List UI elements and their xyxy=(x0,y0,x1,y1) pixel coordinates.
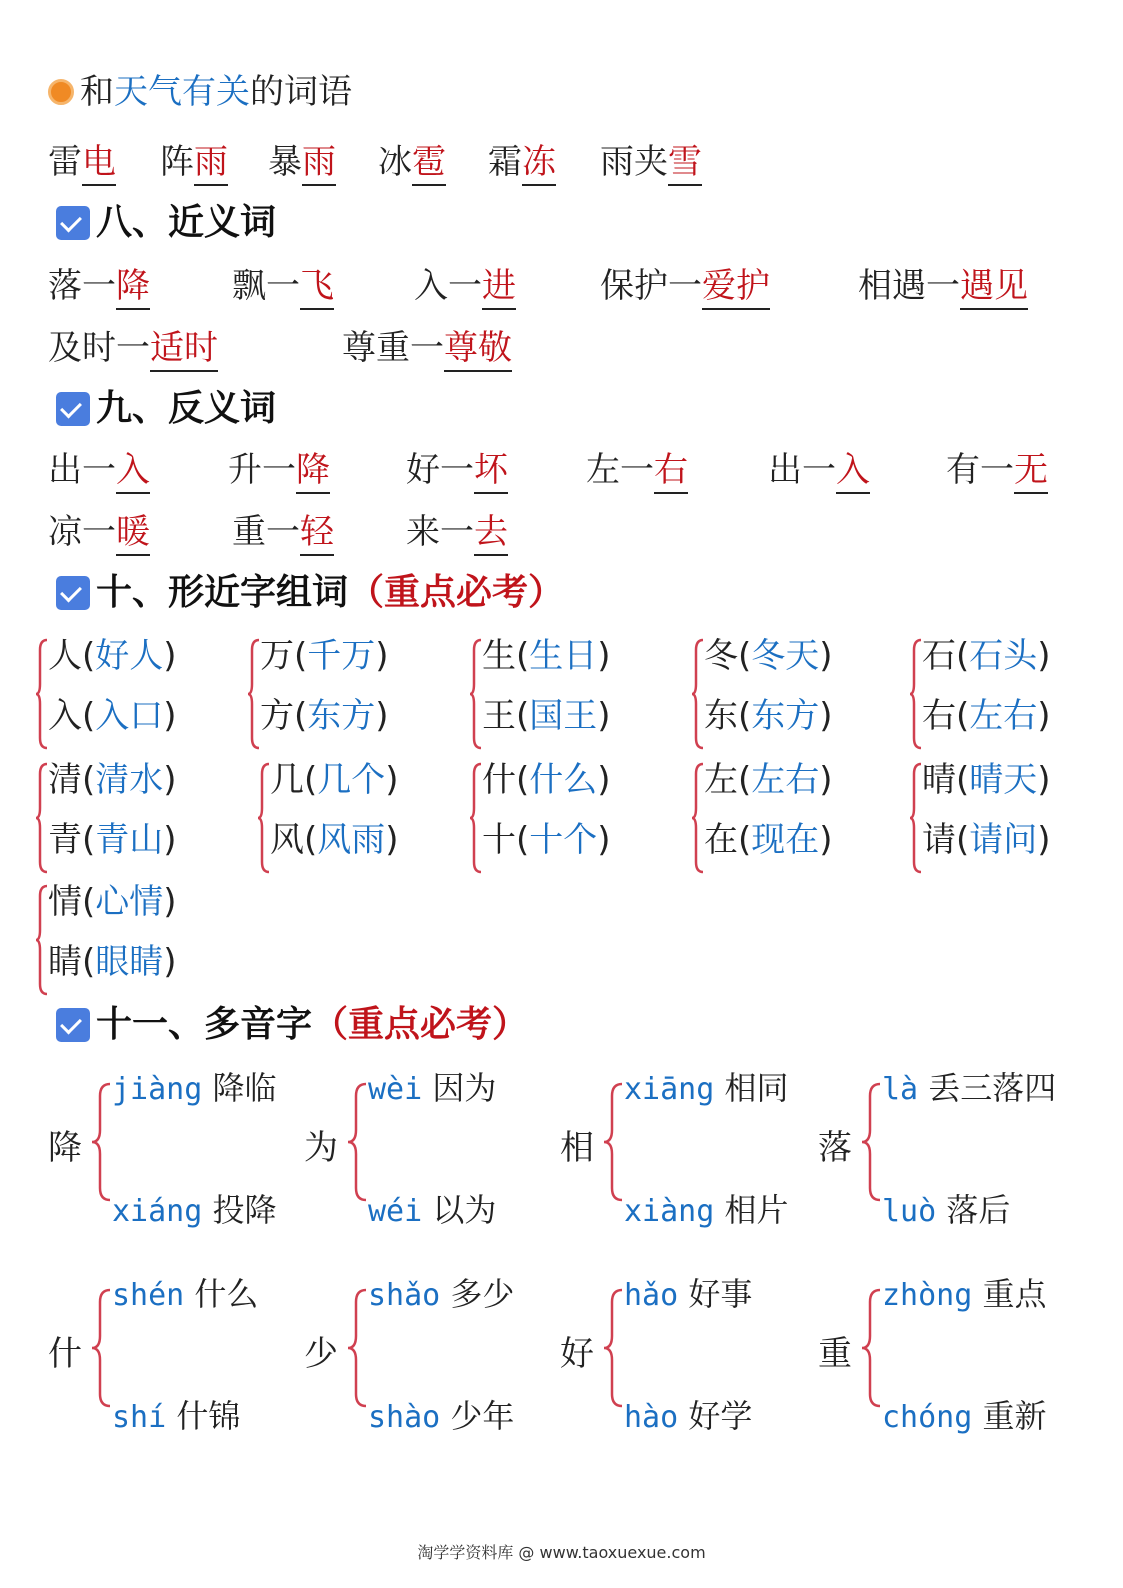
synonyms-title-text: 八、近义词 xyxy=(96,202,277,243)
similar-char: 王 xyxy=(482,696,516,736)
paren-open: ( xyxy=(516,760,530,800)
polyphone-char: 好 xyxy=(560,1334,594,1374)
pinyin: hǎo xyxy=(624,1278,679,1313)
brace-icon xyxy=(36,884,48,996)
paren-close: ) xyxy=(597,820,611,860)
pinyin: zhòng xyxy=(882,1278,973,1313)
paren-open: ( xyxy=(304,760,318,800)
pinyin: xiàng xyxy=(624,1194,715,1229)
brace-icon xyxy=(90,1272,114,1422)
pinyin: wéi xyxy=(368,1194,423,1229)
weather-word-prefix: 雷 xyxy=(48,142,82,182)
similar-line xyxy=(48,634,177,678)
similar-line xyxy=(922,818,1051,862)
polyphone-reading xyxy=(368,1394,514,1440)
pinyin: là xyxy=(882,1072,919,1107)
similar-word: 国王 xyxy=(529,696,598,736)
word-pair-answer: 右 xyxy=(654,450,688,494)
polyphone-char: 相 xyxy=(560,1128,594,1168)
similar-char: 清 xyxy=(48,760,82,800)
similar-line xyxy=(704,758,833,802)
word-pair-given: 左一 xyxy=(586,450,654,490)
word-pair xyxy=(946,448,1048,492)
example-word: 相同 xyxy=(724,1069,789,1107)
example-word: 好学 xyxy=(688,1397,753,1435)
similar-char: 东 xyxy=(704,696,738,736)
paren-open: ( xyxy=(82,760,96,800)
paren-close: ) xyxy=(163,882,177,922)
weather-word xyxy=(48,140,116,184)
pinyin: shén xyxy=(112,1278,185,1313)
similar-word: 千万 xyxy=(307,636,376,676)
brace-icon xyxy=(346,1272,370,1422)
word-pair xyxy=(586,448,688,492)
polyphone-reading xyxy=(624,1272,752,1318)
similar-char: 情 xyxy=(48,882,82,922)
paren-close: ) xyxy=(375,636,389,676)
similar-word: 青山 xyxy=(95,820,164,860)
paren-open: ( xyxy=(956,636,970,676)
word-pair xyxy=(232,510,334,554)
word-pair-answer: 飞 xyxy=(300,266,334,310)
similar-line xyxy=(260,634,389,678)
word-pair-given: 升一 xyxy=(228,450,296,490)
brace-icon xyxy=(910,638,922,750)
word-pair-answer: 尊敬 xyxy=(444,328,512,372)
paren-open: ( xyxy=(82,636,96,676)
similar-title-text: 十、形近字组词 xyxy=(96,572,349,613)
similar-line xyxy=(270,758,399,802)
polyphone-reading xyxy=(624,1394,752,1440)
pinyin: luò xyxy=(882,1194,937,1229)
similar-word: 现在 xyxy=(751,820,820,860)
weather-word-prefix: 霜 xyxy=(488,142,522,182)
word-pair-given: 尊重一 xyxy=(342,328,444,368)
polyphone-group xyxy=(818,1066,1078,1236)
weather-title-pre: 和 xyxy=(80,72,114,112)
weather-word-prefix: 阵 xyxy=(160,142,194,182)
antonyms-section-title xyxy=(56,386,276,432)
similar-word: 几个 xyxy=(317,760,386,800)
weather-word-answer: 雹 xyxy=(412,142,446,186)
brace-icon xyxy=(346,1066,370,1216)
similar-word: 石头 xyxy=(969,636,1038,676)
pinyin: chóng xyxy=(882,1400,973,1435)
word-pair-answer: 入 xyxy=(836,450,870,494)
example-word: 好事 xyxy=(688,1275,753,1313)
similar-char: 在 xyxy=(704,820,738,860)
weather-word xyxy=(488,140,556,184)
polyphone-title-tag: （重点必考） xyxy=(312,1004,529,1045)
paren-open: ( xyxy=(738,696,752,736)
weather-word-answer: 雪 xyxy=(668,142,702,186)
similar-char: 几 xyxy=(270,760,304,800)
word-pair-answer: 进 xyxy=(482,266,516,310)
paren-close: ) xyxy=(1037,820,1051,860)
brace-icon xyxy=(36,638,48,750)
polyphone-reading xyxy=(882,1272,1047,1318)
similar-word: 东方 xyxy=(307,696,376,736)
similar-char: 入 xyxy=(48,696,82,736)
example-word: 相片 xyxy=(724,1191,789,1229)
paren-close: ) xyxy=(1037,760,1051,800)
paren-open: ( xyxy=(738,636,752,676)
paren-open: ( xyxy=(82,820,96,860)
example-word: 丢三落四 xyxy=(928,1069,1057,1107)
brace-icon xyxy=(910,762,922,874)
brace-icon xyxy=(860,1272,884,1422)
word-pair xyxy=(48,510,150,554)
polyphone-char: 什 xyxy=(48,1334,82,1374)
pinyin: shǎo xyxy=(368,1278,441,1313)
similar-line xyxy=(482,818,611,862)
pinyin: shào xyxy=(368,1400,441,1435)
similar-char: 万 xyxy=(260,636,294,676)
weather-word xyxy=(600,140,702,184)
similar-word: 生日 xyxy=(529,636,598,676)
polyphone-title-text: 十一、多音字 xyxy=(96,1004,313,1045)
pinyin: xiáng xyxy=(112,1194,203,1229)
similar-char: 睛 xyxy=(48,942,82,982)
paren-close: ) xyxy=(385,760,399,800)
similar-line xyxy=(482,758,611,802)
example-word: 重新 xyxy=(982,1397,1047,1435)
word-pair xyxy=(48,448,150,492)
similar-char: 生 xyxy=(482,636,516,676)
word-pair-given: 及时一 xyxy=(48,328,150,368)
example-word: 以为 xyxy=(432,1191,497,1229)
similar-line xyxy=(922,694,1051,738)
similar-line xyxy=(270,818,399,862)
similar-word: 冬天 xyxy=(751,636,820,676)
paren-close: ) xyxy=(819,636,833,676)
paren-open: ( xyxy=(738,760,752,800)
word-pair-given: 飘一 xyxy=(232,266,300,306)
brace-icon xyxy=(248,638,260,750)
similar-word: 眼睛 xyxy=(95,942,164,982)
similar-word: 十个 xyxy=(529,820,598,860)
paren-close: ) xyxy=(375,696,389,736)
similar-line xyxy=(704,818,833,862)
similar-word: 入口 xyxy=(95,696,164,736)
example-word: 落后 xyxy=(946,1191,1011,1229)
example-word: 少年 xyxy=(450,1397,515,1435)
orange-dot-icon xyxy=(48,79,74,105)
word-pair xyxy=(768,448,870,492)
polyphone-char: 落 xyxy=(818,1128,852,1168)
paren-open: ( xyxy=(956,696,970,736)
word-pair-given: 入一 xyxy=(414,266,482,306)
example-word: 投降 xyxy=(212,1191,277,1229)
similar-line xyxy=(922,758,1051,802)
polyphone-group xyxy=(304,1272,564,1442)
example-word: 降临 xyxy=(212,1069,277,1107)
weather-word-answer: 雨 xyxy=(302,142,336,186)
word-pair-given: 相遇一 xyxy=(858,266,960,306)
polyphone-reading xyxy=(368,1188,496,1234)
brace-icon xyxy=(470,638,482,750)
paren-close: ) xyxy=(1037,696,1051,736)
pinyin: shí xyxy=(112,1400,167,1435)
similar-char: 左 xyxy=(704,760,738,800)
word-pair-given: 出一 xyxy=(768,450,836,490)
polyphone-group xyxy=(560,1066,820,1236)
similar-char: 人 xyxy=(48,636,82,676)
similar-word: 请问 xyxy=(969,820,1038,860)
paren-open: ( xyxy=(738,820,752,860)
polyphone-reading xyxy=(112,1394,240,1440)
polyphone-group xyxy=(48,1066,308,1236)
similar-word: 风雨 xyxy=(317,820,386,860)
similar-line xyxy=(48,940,177,984)
word-pair-given: 出一 xyxy=(48,450,116,490)
checkbox-icon xyxy=(56,392,90,426)
paren-close: ) xyxy=(819,820,833,860)
similar-section-title xyxy=(56,570,564,616)
paren-close: ) xyxy=(1037,636,1051,676)
pinyin: jiàng xyxy=(112,1072,203,1107)
similar-char: 右 xyxy=(922,696,956,736)
checkbox-icon xyxy=(56,206,90,240)
brace-icon xyxy=(602,1272,626,1422)
weather-word-prefix: 雨夹 xyxy=(600,142,668,182)
similar-char: 石 xyxy=(922,636,956,676)
polyphone-char: 为 xyxy=(304,1128,338,1168)
word-pair-answer: 降 xyxy=(296,450,330,494)
word-pair xyxy=(406,448,508,492)
paren-open: ( xyxy=(516,636,530,676)
similar-char: 请 xyxy=(922,820,956,860)
polyphone-reading xyxy=(368,1272,514,1318)
example-word: 重点 xyxy=(982,1275,1047,1313)
paren-open: ( xyxy=(82,696,96,736)
weather-word xyxy=(378,140,446,184)
paren-open: ( xyxy=(304,820,318,860)
similar-line xyxy=(482,694,611,738)
example-word: 因为 xyxy=(432,1069,497,1107)
weather-word-answer: 电 xyxy=(82,142,116,186)
polyphone-section-title xyxy=(56,1002,528,1048)
paren-open: ( xyxy=(956,820,970,860)
similar-line xyxy=(704,694,833,738)
weather-word xyxy=(268,140,336,184)
word-pair xyxy=(858,264,1028,308)
similar-char: 方 xyxy=(260,696,294,736)
brace-icon xyxy=(692,638,704,750)
polyphone-char: 降 xyxy=(48,1128,82,1168)
polyphone-reading xyxy=(882,1188,1010,1234)
antonyms-title-text: 九、反义词 xyxy=(96,388,277,429)
word-pair-answer: 爱护 xyxy=(702,266,770,310)
word-pair-given: 落一 xyxy=(48,266,116,306)
similar-char: 什 xyxy=(482,760,516,800)
paren-close: ) xyxy=(163,696,177,736)
word-pair-answer: 适时 xyxy=(150,328,218,372)
paren-close: ) xyxy=(163,636,177,676)
word-pair-given: 保护一 xyxy=(600,266,702,306)
synonyms-section-title xyxy=(56,200,276,246)
polyphone-char: 重 xyxy=(818,1334,852,1374)
footer-credit: 淘学学资料库 @ www.taoxuexue.com xyxy=(417,1543,706,1562)
polyphone-char: 少 xyxy=(304,1334,338,1374)
word-pair-given: 凉一 xyxy=(48,512,116,552)
similar-char: 冬 xyxy=(704,636,738,676)
word-pair-answer: 暖 xyxy=(116,512,150,556)
word-pair-answer: 遇见 xyxy=(960,266,1028,310)
word-pair xyxy=(406,510,508,554)
polyphone-group xyxy=(48,1272,308,1442)
similar-line xyxy=(260,694,389,738)
similar-line xyxy=(922,634,1051,678)
weather-word-answer: 冻 xyxy=(522,142,556,186)
word-pair xyxy=(342,326,512,370)
weather-word-prefix: 冰 xyxy=(378,142,412,182)
paren-open: ( xyxy=(294,696,308,736)
polyphone-reading xyxy=(882,1066,1056,1112)
similar-line xyxy=(48,880,177,924)
similar-word: 左右 xyxy=(751,760,820,800)
brace-icon xyxy=(258,762,270,874)
similar-line xyxy=(48,818,177,862)
weather-word-answer: 雨 xyxy=(194,142,228,186)
similar-line xyxy=(482,634,611,678)
paren-close: ) xyxy=(597,760,611,800)
polyphone-group xyxy=(304,1066,564,1236)
polyphone-group xyxy=(560,1272,820,1442)
weather-title-post: 的词语 xyxy=(250,72,352,112)
word-pair xyxy=(414,264,516,308)
brace-icon xyxy=(470,762,482,874)
pinyin: hào xyxy=(624,1400,679,1435)
pinyin: wèi xyxy=(368,1072,423,1107)
brace-icon xyxy=(692,762,704,874)
similar-line xyxy=(48,694,177,738)
paren-close: ) xyxy=(385,820,399,860)
paren-close: ) xyxy=(597,696,611,736)
word-pair xyxy=(232,264,334,308)
paren-open: ( xyxy=(294,636,308,676)
paren-open: ( xyxy=(82,882,96,922)
similar-word: 心情 xyxy=(95,882,164,922)
polyphone-reading xyxy=(112,1066,277,1112)
paren-open: ( xyxy=(82,942,96,982)
similar-title-tag: （重点必考） xyxy=(348,572,565,613)
checkbox-icon xyxy=(56,576,90,610)
similar-word: 晴天 xyxy=(969,760,1038,800)
brace-icon xyxy=(90,1066,114,1216)
paren-close: ) xyxy=(819,696,833,736)
similar-word: 清水 xyxy=(95,760,164,800)
similar-char: 十 xyxy=(482,820,516,860)
paren-open: ( xyxy=(956,760,970,800)
paren-close: ) xyxy=(163,942,177,982)
pinyin: xiāng xyxy=(624,1072,715,1107)
similar-line xyxy=(48,758,177,802)
weather-section-title xyxy=(48,70,352,114)
paren-close: ) xyxy=(819,760,833,800)
polyphone-reading xyxy=(112,1272,258,1318)
word-pair-given: 有一 xyxy=(946,450,1014,490)
brace-icon xyxy=(36,762,48,874)
polyphone-group xyxy=(818,1272,1078,1442)
example-word: 什锦 xyxy=(176,1397,241,1435)
word-pair-given: 来一 xyxy=(406,512,474,552)
word-pair-answer: 去 xyxy=(474,512,508,556)
paren-close: ) xyxy=(163,760,177,800)
example-word: 什么 xyxy=(194,1275,259,1313)
word-pair xyxy=(228,448,330,492)
similar-char: 青 xyxy=(48,820,82,860)
word-pair-answer: 轻 xyxy=(300,512,334,556)
paren-close: ) xyxy=(597,636,611,676)
word-pair xyxy=(600,264,770,308)
similar-line xyxy=(704,634,833,678)
weather-title-highlight: 天气有关 xyxy=(114,72,250,112)
word-pair-given: 重一 xyxy=(232,512,300,552)
word-pair-answer: 坏 xyxy=(474,450,508,494)
word-pair-answer: 入 xyxy=(116,450,150,494)
word-pair xyxy=(48,326,218,370)
paren-close: ) xyxy=(163,820,177,860)
checkbox-icon xyxy=(56,1008,90,1042)
similar-char: 晴 xyxy=(922,760,956,800)
example-word: 多少 xyxy=(450,1275,515,1313)
word-pair-answer: 无 xyxy=(1014,450,1048,494)
similar-word: 好人 xyxy=(95,636,164,676)
paren-open: ( xyxy=(516,820,530,860)
brace-icon xyxy=(860,1066,884,1216)
word-pair-answer: 降 xyxy=(116,266,150,310)
similar-char: 风 xyxy=(270,820,304,860)
weather-word xyxy=(160,140,228,184)
similar-word: 什么 xyxy=(529,760,598,800)
word-pair xyxy=(48,264,150,308)
polyphone-reading xyxy=(112,1188,277,1234)
word-pair-given: 好一 xyxy=(406,450,474,490)
similar-word: 东方 xyxy=(751,696,820,736)
similar-word: 左右 xyxy=(969,696,1038,736)
polyphone-reading xyxy=(624,1188,789,1234)
weather-word-prefix: 暴 xyxy=(268,142,302,182)
polyphone-reading xyxy=(624,1066,789,1112)
polyphone-reading xyxy=(368,1066,496,1112)
paren-open: ( xyxy=(516,696,530,736)
polyphone-reading xyxy=(882,1394,1047,1440)
brace-icon xyxy=(602,1066,626,1216)
